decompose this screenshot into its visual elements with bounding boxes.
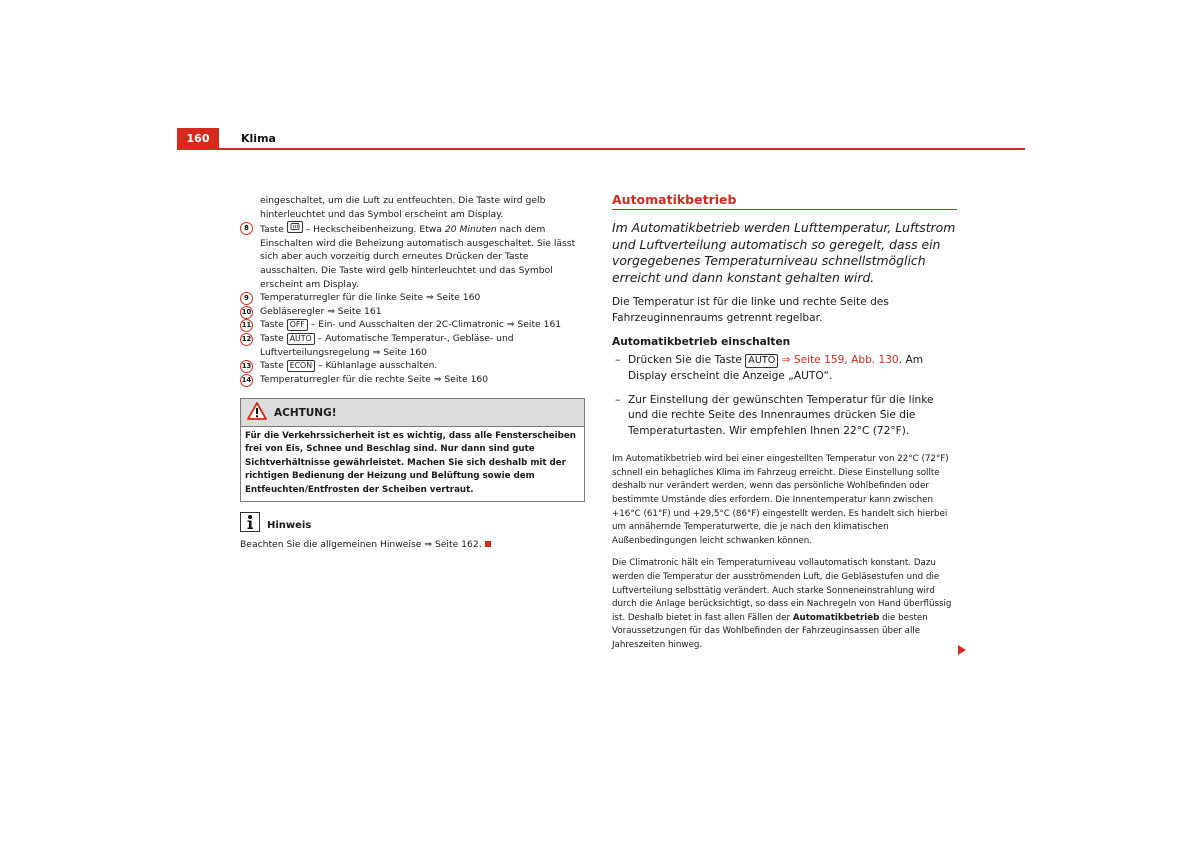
section-title: Automatikbetrieb <box>612 192 957 210</box>
note-paragraph: Die Climatronic hält ein Temperaturniveau vollautomatisch konstant. Dazu werden die Temperatur der ausströmenden Luft, die Gebläsestufen und die Luftverteilung selbsttätig verändert. Auch starke Sonneneinstrahlung wird durch die Anlage berücksichtigt, so dass ein Nachregeln von Hand überflüssig ist. Deshalb bietet in fast allen Fällen der Automatikbetrieb die besten Voraussetzungen für das Wohlbefinden der Fahrzeuginsassen über alle Jahreszeiten hinweg. <box>612 558 952 650</box>
warning-box <box>240 398 585 502</box>
intro-text: Im Automatikbetrieb werden Lufttemperatur, Luftstrom und Luftverteilung automatisch so geregelt, dass ein vorgegebenes Temperaturniveau schnellstmöglich erreicht und dann konstant gehalten wird. <box>612 220 956 285</box>
key-econ: ECON <box>287 360 315 372</box>
end-mark-icon <box>485 541 491 547</box>
list-item: 9 Temperaturregler für die linke Seite ⇒ Seite 160 <box>240 291 585 305</box>
paragraph: Die Temperatur ist für die linke und rechte Seite des Fahrzeuginnenraums getrennt regelbar. <box>612 296 889 324</box>
step-item: – Zur Einstellung der gewünschten Temperatur für die linke und die rechte Seite des Innenraumes drücken Sie die Temperaturtasten. Wir empfehlen Ihnen 22°C (72°F). <box>615 394 934 437</box>
list-item: 13 Taste ECON – Kühlanlage ausschalten. <box>241 360 438 372</box>
callout-number: 8 <box>240 222 253 235</box>
callout-number: 13 <box>240 360 253 373</box>
left-column <box>240 194 585 386</box>
key-auto: AUTO <box>745 354 778 368</box>
callout-number: 11 <box>240 319 253 332</box>
list-item: 12 Taste AUTO – Automatische Temperatur-, Gebläse- und Luftverteilungsregelung ⇒ Seite 160 <box>241 332 514 358</box>
warning-triangle-icon <box>247 402 267 424</box>
continued-text: eingeschaltet, um die Luft zu entfeuchten. Die Taste wird gelb hinterleuchtet und das Symbol erscheint am Display. <box>260 195 546 220</box>
callout-number: 12 <box>240 333 253 346</box>
subheading: Automatikbetrieb einschalten <box>612 336 791 349</box>
list-item: 10 Gebläseregler ⇒ Seite 161 <box>241 305 382 317</box>
hint-section <box>240 512 585 550</box>
callout-number: 14 <box>240 374 253 387</box>
warning-text: Für die Verkehrssicherheit ist es wichtig, dass alle Fensterscheiben frei von Eis, Schnee und Beschlag sind. Nur dann sind gute Sichtverhältnisse gewährleistet. Machen Sie sich deshalb mit der richtigen Bedienung der Heizung und Belüftung sowie dem Entfeuchten/Entfrosten der Scheiben vertraut. <box>245 431 576 495</box>
callout-number: 10 <box>240 306 253 319</box>
warning-header <box>241 399 584 427</box>
callout-number: 9 <box>240 292 253 305</box>
list-item: 11 Taste OFF – Ein- und Ausschalten der 2C-Climatronic ⇒ Seite 161 <box>241 319 562 331</box>
step-item: – Drücken Sie die Taste AUTO ⇒ Seite 159, Abb. 130. Am Display erscheint die Anzeige „AUTO“. <box>615 354 924 382</box>
header-rule <box>177 148 1025 150</box>
key-auto: AUTO <box>287 333 315 345</box>
warning-title: ACHTUNG! <box>274 406 337 419</box>
hint-text: Beachten Sie die allgemeinen Hinweise ⇒ Seite 162. <box>240 539 585 550</box>
info-icon <box>240 512 260 532</box>
list-item: 14 Temperaturregler für die rechte Seite ⇒ Seite 160 <box>241 373 489 385</box>
next-page-arrow-icon <box>958 645 966 655</box>
rear-defrost-icon <box>287 221 303 233</box>
key-off: OFF <box>287 319 308 331</box>
note-paragraph: Im Automatikbetrieb wird bei einer eingestellten Temperatur von 22°C (72°F) schnell ein behagliches Klima im Fahrzeug erreicht. Diese Einstellung sollte deshalb nur verändert werden, wenn das persönliche Wohlbefinden oder bestimmte Umstände dies erfordern. Die Innentemperatur kann zwischen +16°C (61°F) und +29,5°C (86°F) eingestellt werden. Es handelt sich hierbei um annähernde Temperaturwerte, die je nach den klimatischen Außenbedingungen leicht schwanken können. <box>612 454 949 546</box>
chapter-title: Klima <box>241 132 276 145</box>
page-number: 160 <box>177 128 219 148</box>
page-reference-link[interactable]: ⇒ Seite 159, Abb. 130 <box>781 354 899 367</box>
list-item: 8 Taste – Heckscheibenheizung. Etwa 20 Minuten nach dem Einschalten wird die Beheizung automatisch ausgeschaltet. Sie lässt sich aber auch vorzeitig durch erneutes Drücken der Taste ausschalten. Die Taste wird gelb hinterleuchtet und das Symbol erscheint am Display. <box>240 221 585 291</box>
hint-title: Hinweis <box>267 520 312 531</box>
right-column <box>612 192 957 653</box>
